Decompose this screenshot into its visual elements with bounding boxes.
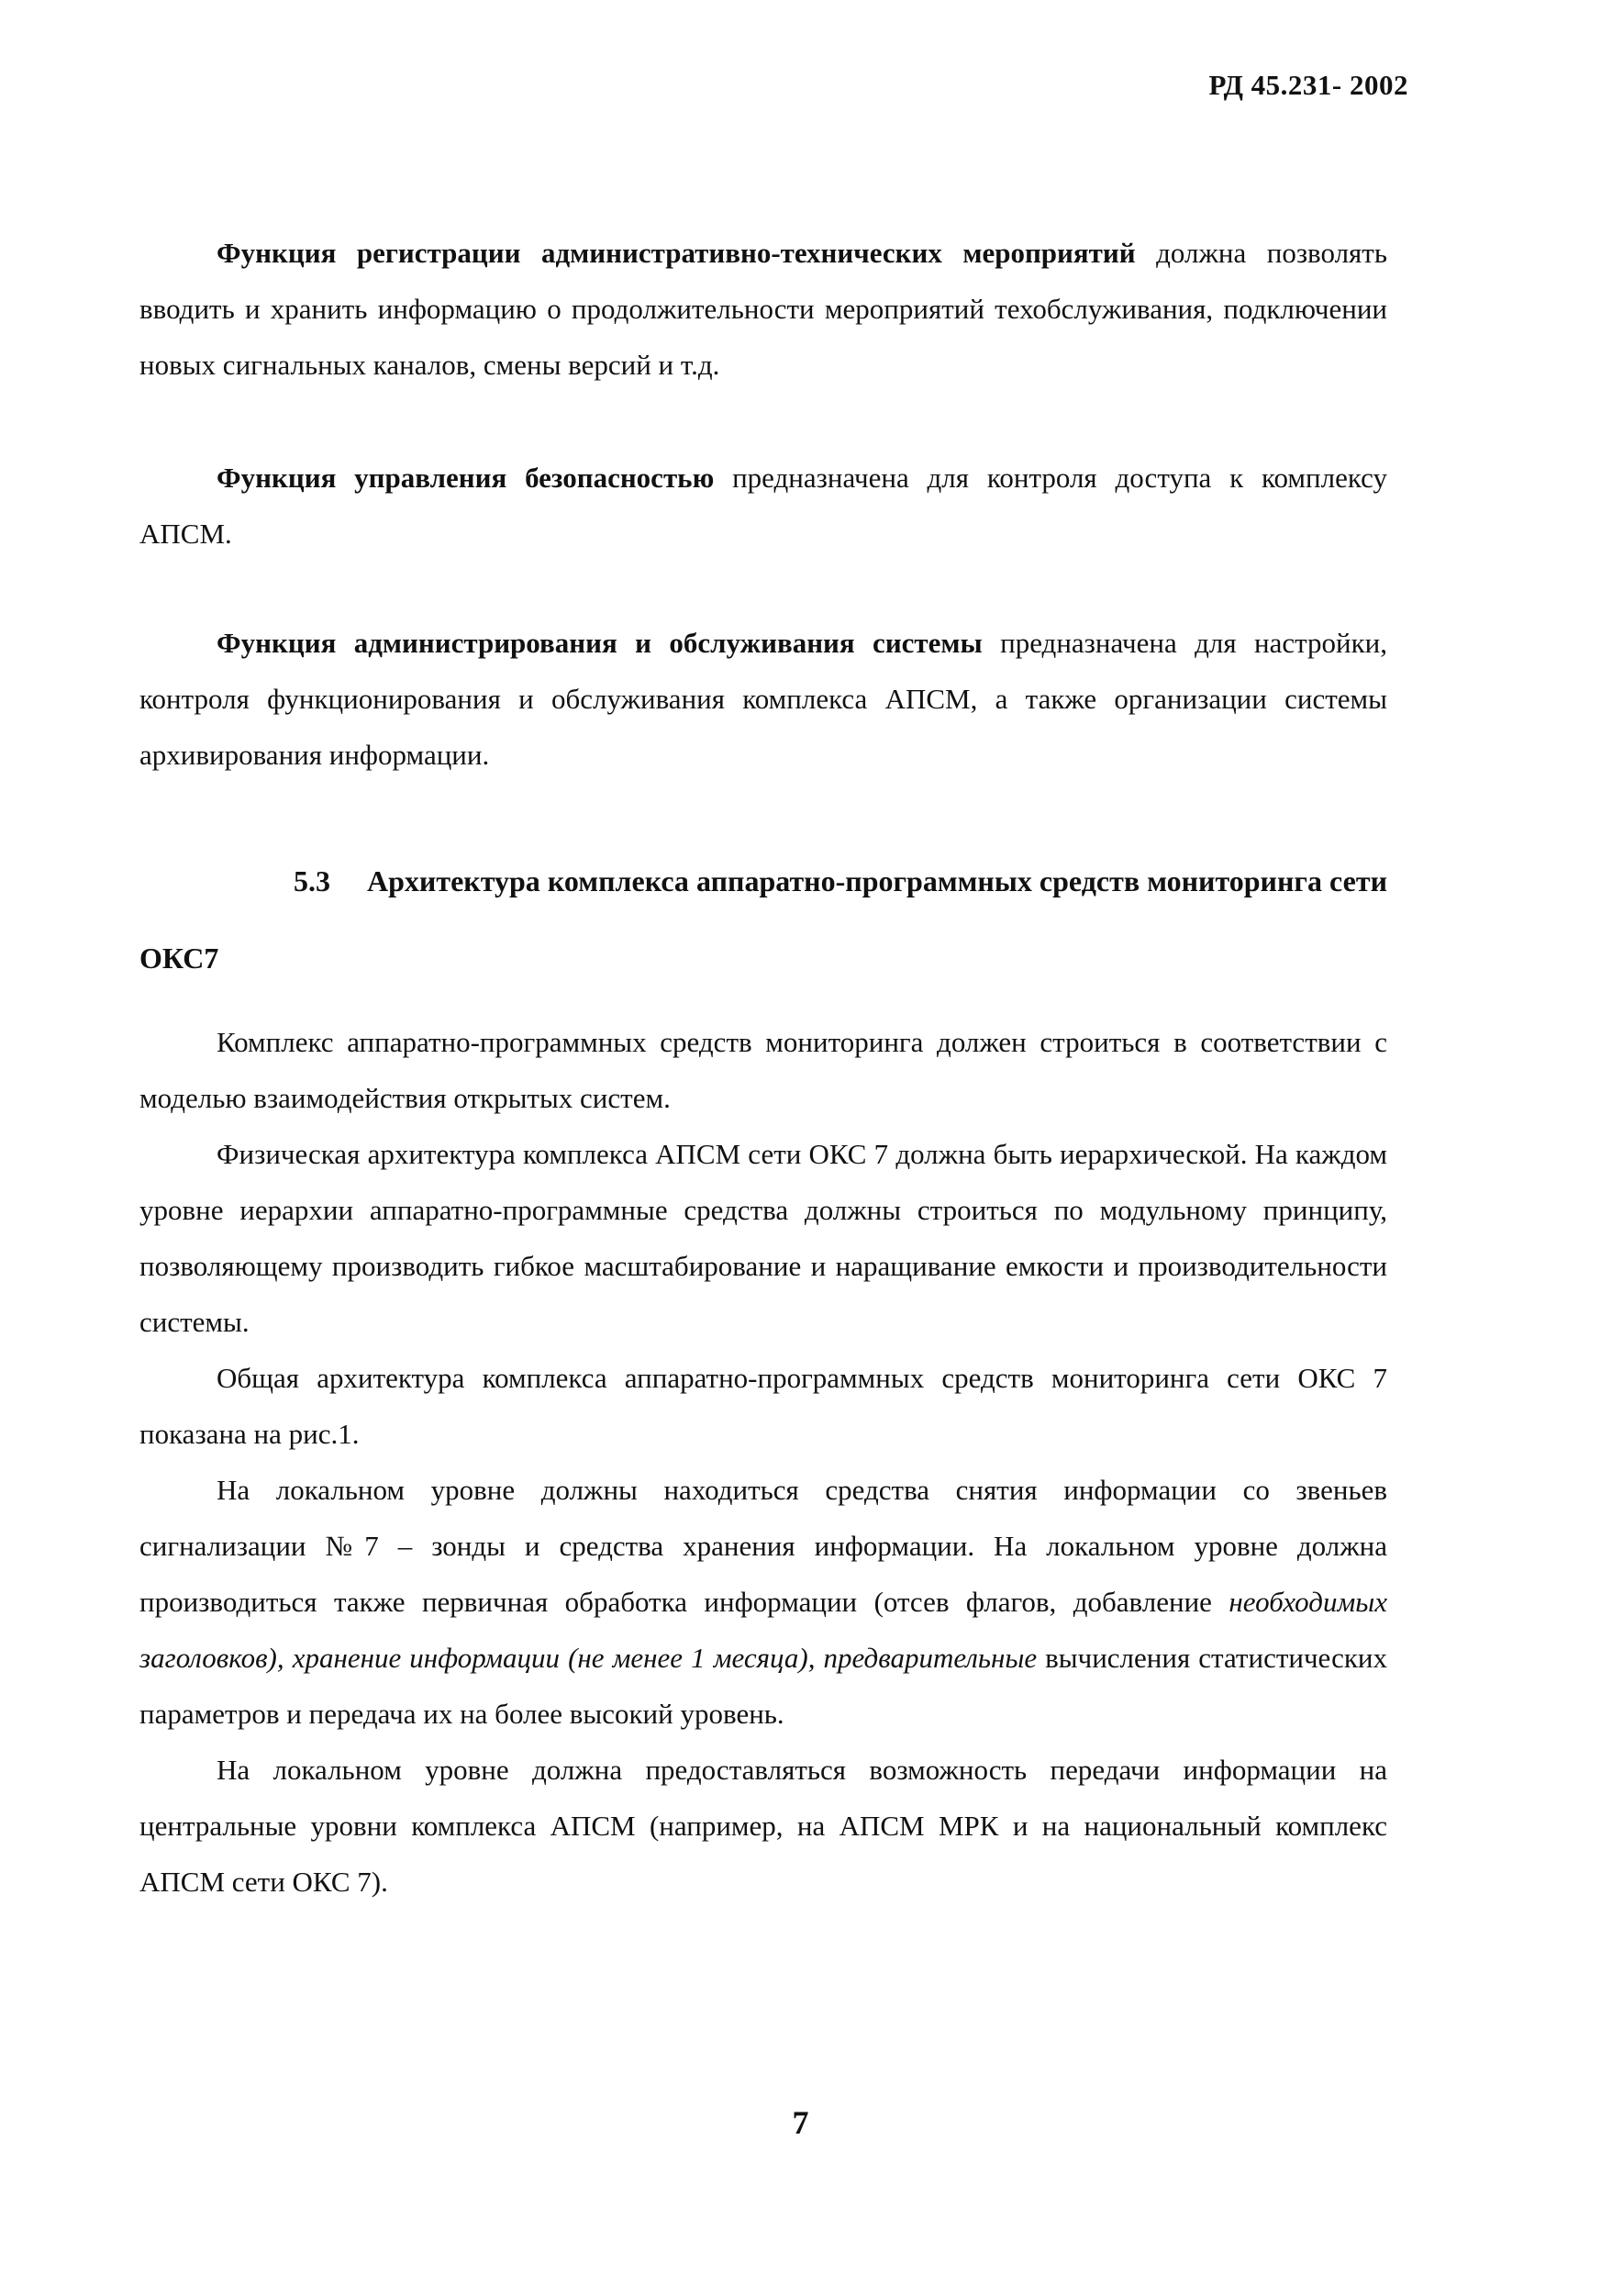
paragraph-italic-text: необходимых заголовков), хранение информации (не менее 1 месяца), предварительные [139,1586,1387,1674]
paragraph-administration-function [139,615,1387,783]
section-number: 5.3 [294,864,330,897]
paragraph-text: вычисления статистических параметров и передача их на более высокий уровень. [139,1642,1388,1730]
paragraph-physical-architecture: Физическая архитектура комплекса АПСМ сети ОКС 7 должна быть иерархической. На каждом уровне иерархии аппаратно-программные средства должны строиться по модульному принципу, позволяющему производить гибкое масштабирование и наращивание емкости и производительности системы. [139,1138,1387,1338]
paragraph-bold-lead: Функция регистрации административно-технических мероприятий [217,237,1136,269]
paragraph-general-architecture: Общая архитектура комплекса аппаратно-программных средств мониторинга сети ОКС 7 показана на рис.1. [139,1362,1387,1450]
paragraph-registration-function [139,225,1387,393]
section-heading [139,842,1387,997]
paragraph-bold-lead: Функция администрирования и обслуживания системы [217,627,983,659]
paragraph-text: На локальном уровне должны находиться средства снятия информации со звеньев сигнализации №7 – зонды и средства хранения информации. На локальном уровне должна производиться также первичная обработка информации (отсев флагов, добавление [139,1474,1387,1618]
document-code: РД 45.231- 2002 [1208,69,1408,101]
section-title: Архитектура комплекса аппаратно-программных средств мониторинга сети ОКС7 [139,864,1387,975]
paragraph-bold-lead: Функция управления безопасностью [217,462,715,494]
paragraph-text: должна позволять вводить и хранить информацию о продолжительности мероприятий техобслуживания, подключении новых сигнальных каналов, смены версий и т.д. [139,237,1387,381]
paragraph-text: предназначена для контроля доступа к комплексу АПСМ. [139,462,1387,550]
paragraph-local-level-transfer: На локальном уровне должна предоставляться возможность передачи информации на центральные уровни комплекса АПСМ (например, на АПСМ МРК и на национальный комплекс АПСМ сети ОКС 7). [139,1754,1387,1898]
paragraph-text: предназначена для настройки, контроля функционирования и обслуживания комплекса АПСМ, а также организации системы архивирования информации. [139,627,1388,771]
paragraph-complex-model: Комплекс аппаратно-программных средств мониторинга должен строиться в соответствии с моделью взаимодействия открытых систем. [139,1026,1387,1114]
page-number: 7 [792,2104,809,2141]
paragraph-security-function [139,450,1387,562]
paragraph-local-level-means [139,1462,1387,1742]
